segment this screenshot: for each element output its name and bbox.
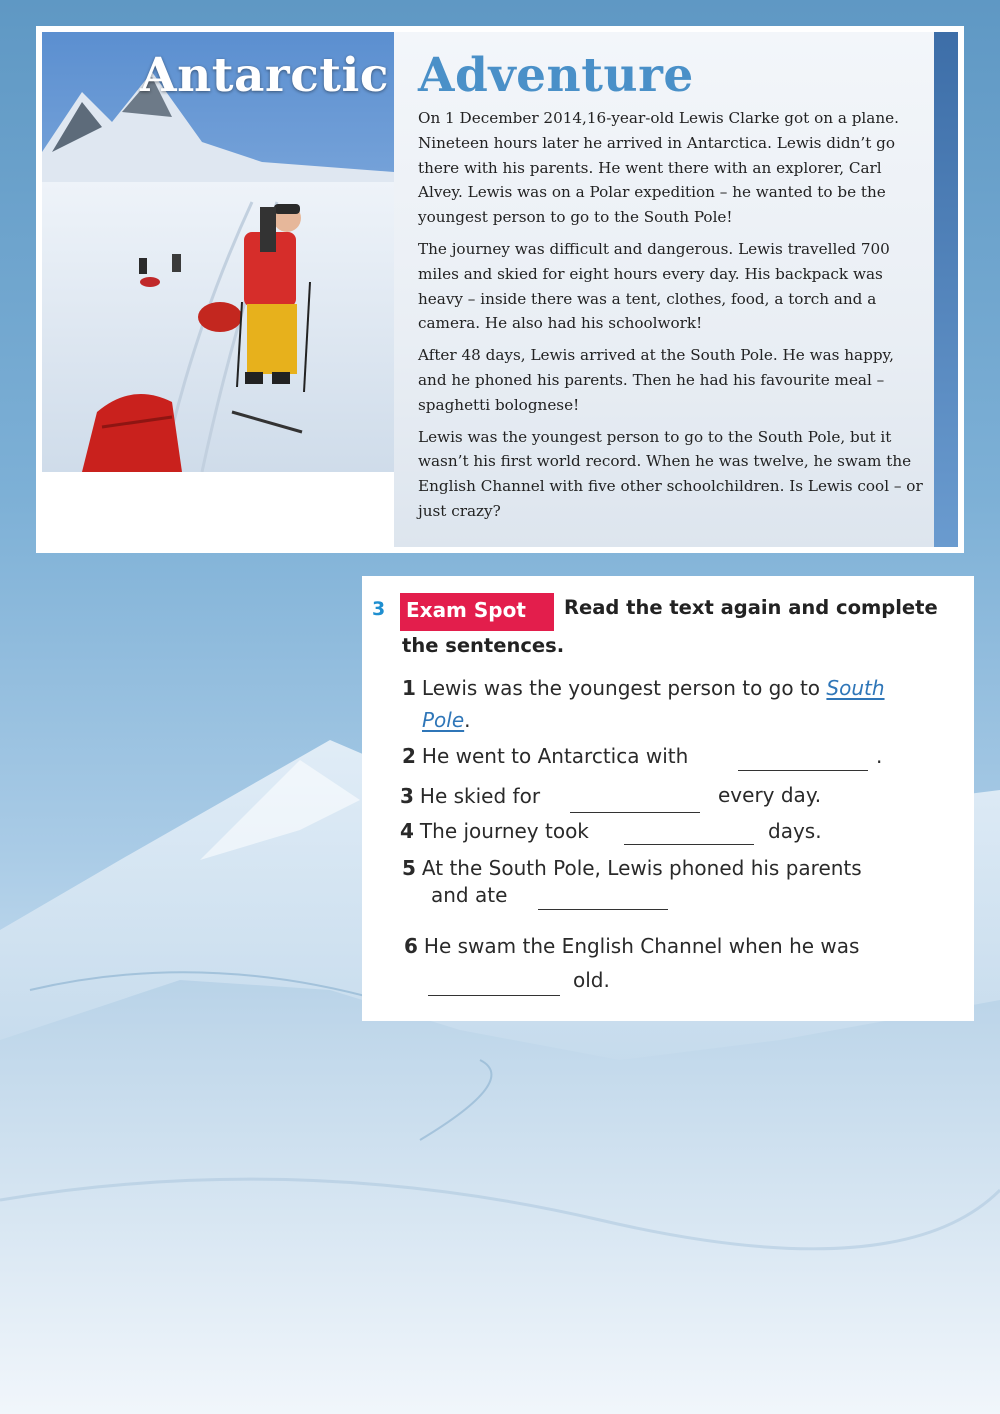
exercise-card bbox=[362, 576, 974, 1021]
answer-blank-2[interactable] bbox=[738, 770, 868, 771]
question-1 bbox=[402, 676, 885, 700]
title-antarctic: Antarctic bbox=[140, 48, 389, 103]
question-6 bbox=[404, 934, 859, 958]
question-end: every day. bbox=[718, 783, 822, 807]
question-number: 4 bbox=[400, 819, 414, 843]
question-4-end bbox=[768, 819, 822, 843]
question-3-end bbox=[718, 783, 821, 807]
question-number: 3 bbox=[400, 784, 414, 808]
question-5 bbox=[402, 856, 862, 880]
question-text: He swam the English Channel when he was bbox=[423, 934, 860, 958]
exercise-instruction: Read the text again and complete bbox=[564, 596, 938, 619]
question-number: 6 bbox=[404, 934, 418, 958]
article-paragraph: Lewis was the youngest person to go to the South Pole, but it wasn’t his first world record. When he was twelve, he swam the English Channel with five other schoolchildren. Is Lewis cool – or just crazy? bbox=[418, 427, 923, 520]
answer-blank-3[interactable] bbox=[570, 812, 700, 813]
answer-blank-5[interactable] bbox=[538, 909, 668, 910]
question-text: The journey took bbox=[419, 819, 589, 843]
question-6-end bbox=[573, 968, 610, 992]
question-text: At the South Pole, Lewis phoned his parents bbox=[421, 856, 862, 880]
question-1-cont bbox=[422, 708, 471, 732]
exercise-instruction-cont: the sentences. bbox=[402, 634, 565, 657]
example-answer-cont: Pole bbox=[422, 708, 465, 732]
question-2-end bbox=[876, 744, 882, 768]
decorative-strip bbox=[934, 32, 958, 547]
exercise-number: 3 bbox=[372, 598, 386, 620]
question-2 bbox=[402, 744, 688, 768]
question-text-cont: and ate bbox=[431, 883, 508, 907]
example-answer: South bbox=[826, 676, 885, 700]
question-end: . bbox=[876, 744, 883, 768]
question-4 bbox=[400, 819, 589, 843]
question-end: . bbox=[464, 708, 471, 732]
question-text: He skied for bbox=[419, 784, 541, 808]
question-3 bbox=[400, 784, 540, 808]
question-text: He went to Antarctica with bbox=[421, 744, 689, 768]
article-body bbox=[418, 106, 926, 531]
question-text: Lewis was the youngest person to go to bbox=[421, 676, 821, 700]
answer-blank-6[interactable] bbox=[428, 995, 560, 996]
exam-spot-badge: Exam Spot bbox=[400, 593, 554, 631]
question-number: 2 bbox=[402, 744, 416, 768]
question-5-cont bbox=[431, 883, 507, 907]
article-paragraph: After 48 days, Lewis arrived at the South Pole. He was happy, and he phoned his parents. Then he had his favourite meal – spaghetti bolognese! bbox=[418, 346, 894, 414]
question-number: 1 bbox=[402, 676, 416, 700]
title-adventure: Adventure bbox=[418, 48, 694, 103]
question-end: days. bbox=[768, 819, 822, 843]
article-paragraph: On 1 December 2014,16-year-old Lewis Clarke got on a plane. Nineteen hours later he arrived in Antarctica. Lewis didn’t go there with his parents. He went there with an explorer, Carl Alvey. Lewis was on a Polar expedition – he wanted to be the youngest person to go to the South Pole! bbox=[418, 109, 899, 227]
question-end: old. bbox=[573, 968, 610, 992]
article-paragraph: The journey was difficult and dangerous. Lewis travelled 700 miles and skied for eight hours every day. His backpack was heavy – inside there was a tent, clothes, food, a torch and a camera. He also had his schoolwork! bbox=[418, 239, 890, 333]
question-number: 5 bbox=[402, 856, 416, 880]
answer-blank-4[interactable] bbox=[624, 844, 754, 845]
article-card bbox=[36, 26, 964, 553]
